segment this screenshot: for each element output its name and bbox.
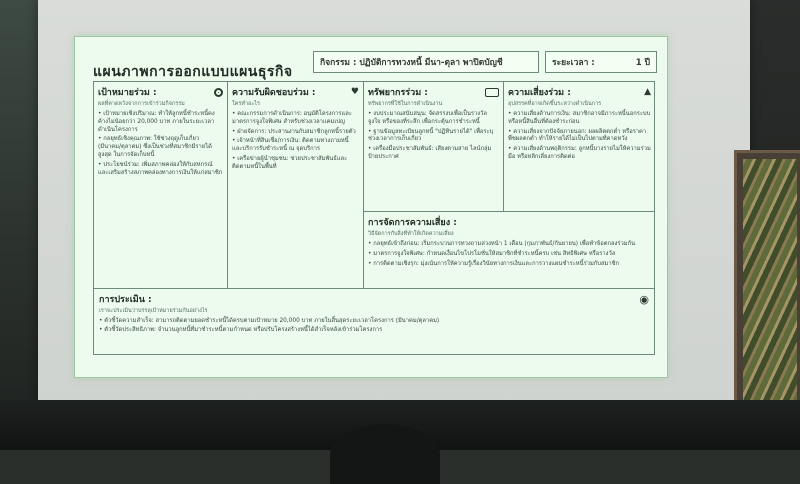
evaluation-cell: [93, 289, 655, 355]
resources-item: • ฐานข้อมูลทะเบียนลูกหนี้ "ปฏิทินรายได้" เพื่อระบุช่วงเวลาการเก็บเกี่ยว: [368, 129, 499, 145]
risk-item: • ความเสี่ยงด้านการเงิน: สมาชิกอาจมีภาระหนี้นอกระบบ หรือหนี้สินอื่นที่ต้องชำระก่อน: [508, 111, 651, 127]
risk-management-subtitle: วิธีจัดการกับสิ่งที่ทำให้เกิดความเสี่ยง: [368, 231, 454, 237]
evaluation-subtitle: เราจะประเมินว่าบรรลุเป้าหมายร่วมกันอย่างไร: [99, 308, 208, 314]
heart-icon: ♥: [350, 87, 359, 97]
responsibility-subtitle: ใครทำอะไร: [232, 101, 261, 107]
slide-title: แผนภาพการออกแบบแผนธุรกิจ: [93, 64, 293, 80]
risk-cell: [504, 82, 655, 212]
risk-item: • ความเสี่ยงจากปัจจัยภายนอก: ผลผลิตตกต่ำ หรือราคาพืชผลตกต่ำ ทำให้รายได้ไม่เป็นไปตามที่คาดหวัง: [508, 129, 651, 145]
risk-management-cell: [364, 212, 655, 289]
duration-label: ระยะเวลา :: [552, 58, 595, 68]
risk-management-title: การจัดการความเสี่ยง :: [368, 218, 457, 228]
business-plan-grid: [93, 81, 655, 289]
window: [734, 150, 800, 416]
resources-cell: [364, 82, 504, 212]
warning-icon: ▲: [644, 87, 651, 97]
activity-value: ปฏิบัติการทวงหนี้ มีนา-ตุลา พาปิดบัญชี: [359, 58, 503, 68]
goal-subtitle: ผลที่คาดหวังจากการเข้าร่วมกิจกรรม: [98, 101, 185, 107]
resources-title: ทรัพยากรร่วม :: [368, 88, 428, 98]
duration-box: [545, 51, 657, 73]
responsibility-item: • เจ้าหน้าที่สินเชื่อ/การเงิน: ติดตามทวงถามหนี้ และบริการรับชำระหนี้ ณ จุดบริการ: [232, 138, 359, 154]
responsibility-cell: [228, 82, 364, 289]
goal-cell: [94, 82, 228, 289]
evaluation-item: • ตัวชี้วัดประสิทธิภาพ: จำนวนลูกหนี้ที่มาชำระหนี้ตามกำหนด หรือปรับโครงสร้างหนี้ได้สำเร็จหลังเข้าร่วมโครงการ: [99, 327, 649, 335]
audience-head-silhouette: [330, 424, 440, 484]
target-icon: [214, 88, 223, 97]
resources-item: • เครื่องมือประชาสัมพันธ์: เสียงตามสาย ไลน์กลุ่ม ป้ายประกาศ: [368, 146, 499, 162]
risk-title: ความเสี่ยงร่วม :: [508, 88, 571, 98]
risk-management-item: • มาตรการจูงใจพิเศษ: กำหนดเงื่อนไขโปรโมชั่นให้สมาชิกที่ชำระหนี้ครบ เช่น สิทธิพิเศษ หรือรางวัล: [368, 251, 651, 259]
eye-icon: ◉: [639, 292, 649, 306]
projected-slide: [74, 36, 668, 378]
activity-box: [313, 51, 539, 73]
responsibility-title: ความรับผิดชอบร่วม :: [232, 88, 316, 98]
risk-management-item: • การติดตามเชิงรุก: มุ่งเน้นการให้ความรู้เรื่องวินัยทางการเงินและการวางแผนชำระหนี้ร่วมกับสมาชิก: [368, 261, 651, 269]
duration-value: 1 ปี: [635, 58, 650, 68]
resources-item: • งบประมาณสนับสนุน: จัดสรรงบเพื่อเป็นรางวัลจูงใจ หรือของที่ระลึก เพื่อกระตุ้นการชำระหนี้: [368, 111, 499, 127]
goal-item: • กลยุทธ์เชิงคุณภาพ: ใช้ช่วงฤดูเก็บเกี่ยว (มีนาคม/ตุลาคม) ซึ่งเป็นช่วงที่สมาชิกมีรายได้สูงสุด ในการจัดเก็บหนี้: [98, 136, 223, 159]
resources-subtitle: ทรัพยากรที่ใช้ในการดำเนินงาน: [368, 101, 443, 107]
risk-item: • ความเสี่ยงด้านพฤติกรรม: ลูกหนี้บางรายไม่ให้ความร่วมมือ หรือหลีกเลี่ยงการติดต่อ: [508, 146, 651, 162]
responsibility-item: • ฝ่ายจัดการ: ประสานงานกับสมาชิกลูกหนี้รายตัว: [232, 129, 359, 137]
evaluation-item: • ตัวชี้วัดความสำเร็จ: สามารถติดตามยอดชำระหนี้ได้ครบตามเป้าหมาย 20,000 บาท ภายในสิ้นสุดระยะเวลาโครงการ (มีนาคม/ตุลาคม): [99, 318, 649, 326]
evaluation-title: การประเมิน :: [99, 295, 152, 305]
risk-subtitle: อุปสรรคที่อาจเกิดขึ้นระหว่างดำเนินการ: [508, 101, 602, 107]
window-foliage-view: [743, 159, 797, 407]
responsibility-item: • เครือข่ายผู้นำชุมชน: ช่วยประชาสัมพันธ์และติดตามหนี้ในพื้นที่: [232, 156, 359, 172]
activity-label: กิจกรรม :: [320, 58, 357, 68]
goal-title: เป้าหมายร่วม :: [98, 88, 157, 98]
risk-management-item: • กลยุทธ์เข้าถึงก่อน: เริ่มกระบวนการทวงถามล่วงหน้า 1 เดือน (กุมภาพันธ์/กันยายน) เพื่อทำข้อตกลงร่วมกัน: [368, 241, 651, 249]
goal-item: • ประโยชน์ร่วม: เพิ่มสภาพคล่องให้กับสหกรณ์ และเสริมสร้างสภาพคล่องทางการเงินให้แก่สมาชิก: [98, 162, 223, 178]
goal-item: • เป้าหมายเชิงปริมาณ: ทำให้ลูกหนี้ชำระหนี้คงค้างไม่น้อยกว่า 20,000 บาท ภายในระยะเวลาดำเนินโครงการ: [98, 111, 223, 134]
money-icon: [485, 88, 499, 97]
responsibility-item: • คณะกรรมการดำเนินการ: อนุมัติโครงการและมาตรการจูงใจพิเศษ สำหรับช่วงเวลาแคมเปญ: [232, 111, 359, 127]
